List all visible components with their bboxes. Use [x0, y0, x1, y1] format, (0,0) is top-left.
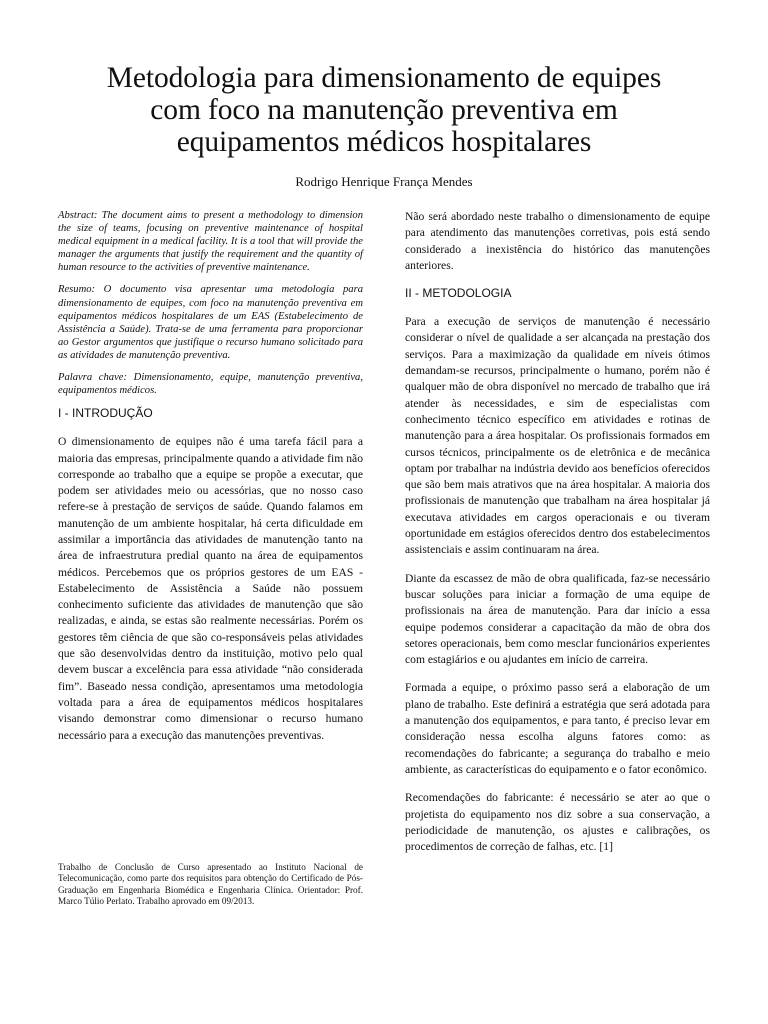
abstract-portuguese: Resumo: O documento visa apresentar uma metodologia para dimensionamento de equipes, com foco na manutenção preventiva em equipamentos médicos hospitalares de um EAS (Estabelecimento de Assistência a Saúde). Trata-se de uma ferramenta para proporcionar ao Gestor argumentos que justifique o recurso humano solicitado para as atividades de manutenção preventiva. [58, 284, 363, 361]
title-line-1: Metodologia para dimensionamento de equipes [106, 62, 662, 94]
keywords: Palavra chave: Dimensionamento, equipe, manutenção preventiva, equipamentos médicos. [58, 372, 363, 397]
title-line-3: equipamentos médicos hospitalares [176, 126, 592, 158]
right-column [405, 209, 710, 867]
abstract-english: Abstract: The document aims to present a methodology to dimension the size of teams, focusing on preventive maintenance of hospital medical equipment in a medical facility. It is a tool that will provide the manager the arguments that justify the requirement and the quantity of human resource to the activities of preventive maintenance. [58, 210, 363, 274]
left-column [58, 209, 363, 867]
methodology-paragraph-4: Recomendações do fabricante: é necessário se ater ao que o projetista do equipamento nos diz sobre a sua conservação, a periodicidade de manutenção, os ajustes e calibrações, os procedimentos de correção de falhas, etc. [1] [405, 791, 710, 854]
two-column-body [58, 209, 710, 867]
scope-paragraph: Não será abordado neste trabalho o dimensionamento de equipe para atendimento das manutenções corretivas, pois está sendo considerado a inexistência do histórico das manutenções anteriores. [405, 210, 710, 272]
methodology-paragraph-1: Para a execução de serviços de manutenção é necessário considerar o nível de qualidade a ser alcançada na prestação dos serviços. Para a maximização da qualidade em níveis ótimos demandam-se recursos, principalmente o humano, porém não é qualquer mão de obra disponível no mercado de trabalho que irá atender às necessidades, e sim de especialistas com conhecimento técnico específico em atividades e rotinas de manutenção para a área hospitalar. Os profissionais formados em cursos técnicos, principalmente os de eletrônica e de mecânica optam por trabalhar na indústria devido aos benefícios oferecidos que são bem mais atrativos que na área hospitalar. A maioria dos profissionais de manutenção que trabalham na área hospitalar já executava atividades em cargos operacionais e ou tiveram oportunidade em estágios oferecidos dentro dos estabelecimentos assistenciais e assim continuaram na área. [405, 315, 710, 557]
introduction-paragraph: O dimensionamento de equipes não é uma tarefa fácil para a maioria das empresas, principalmente quando a atividade fim não corresponde ao trabalho que a equipe se propõe a executar, que podem ser atividades meio ou acessórias, que no nosso caso refere-se à prestação de serviços de saúde. Quando falamos em manutenção de um ambiente hospitalar, há certa dificuldade em assimilar a importância das atividades de manutenção tanto na área de infraestrutura predial quanto na área de equipamentos médicos. Percebemos que os próprios gestores de um EAS - Estabelecimento de Assistência a Saúde não possuem conhecimento suficiente das atividades de manutenção que são realizadas, e ainda, se estas são realmente necessárias. Porém os gestores têm ciência de que são co-responsáveis pelas atividades que são desenvolvidas dentro da instituição, motivo pelo qual devem buscar a excelência para essa atividade “não considerada fim”. Baseado nessa condição, apresentamos uma metodologia voltada para a área de equipamentos médicos hospitalares visando demonstrar como dimensionar o recurso humano necessário para a execução das manutenções preventivas. [58, 435, 363, 742]
title-line-2: com foco na manutenção preventiva em [150, 94, 618, 126]
footnote: Trabalho de Conclusão de Curso apresentado ao Instituto Nacional de Telecomunicação, como parte dos requisitos para obtenção do Certificado de Pós-Graduação em Engenharia Biomédica e Engenharia Clínica. Orientador: Prof. Marco Túlio Perlato. Trabalho aprovado em 09/2013. [58, 862, 363, 907]
section-heading-introduction: I - INTRODUÇÃO [58, 406, 153, 421]
section-heading-methodology: II - METODOLOGIA [405, 286, 512, 301]
paper-title [58, 62, 710, 158]
methodology-paragraph-3: Formada a equipe, o próximo passo será a elaboração de um plano de trabalho. Este definirá a estratégia que será adotada para a manutenção dos equipamentos, e para tanto, é preciso levar em consideração nessa escolha alguns fatores como: as recomendações do fabricante; a segurança do trabalho e meio ambiente, as características do equipamento e o fator econômico. [405, 681, 710, 776]
author-name: Rodrigo Henrique França Mendes [295, 174, 473, 189]
methodology-paragraph-2: Diante da escassez de mão de obra qualificada, faz-se necessário buscar soluções para iniciar a formação de uma equipe de profissionais na área de manutenção. Para dar início a essa equipe podemos considerar a capacitação da mão de obra dos setores operacionais, bem como mesclar funcionários experientes com estagiários e ou ajudantes em início de carreira. [405, 571, 710, 667]
